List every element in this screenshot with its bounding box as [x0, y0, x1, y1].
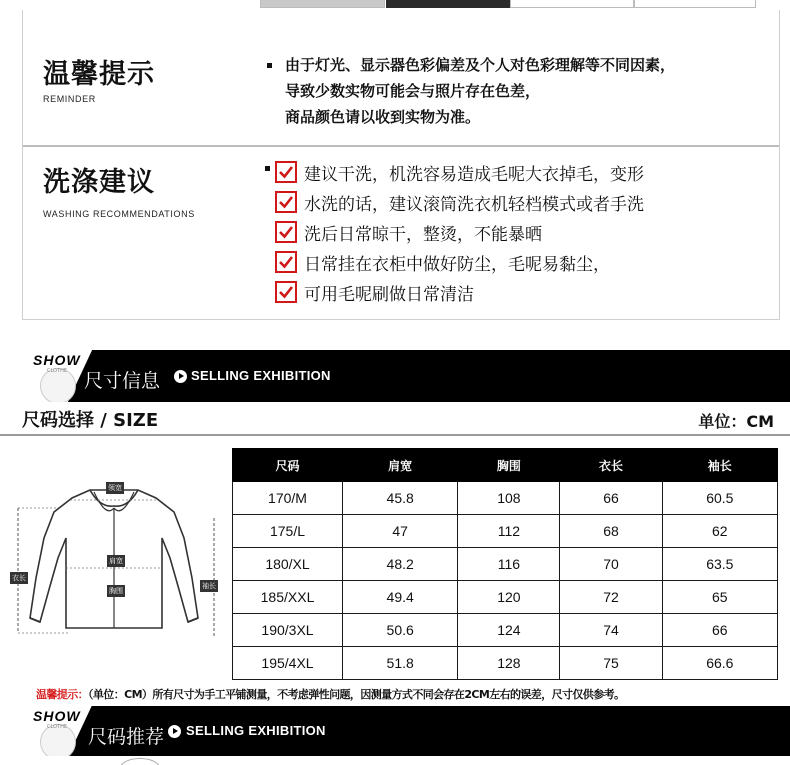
- table-cell: 63.5: [662, 548, 777, 581]
- table-cell: 170/M: [233, 482, 343, 515]
- table-cell: 128: [458, 647, 560, 680]
- table-cell: 116: [458, 548, 560, 581]
- table-row: [233, 548, 778, 581]
- table-cell: 195/4XL: [233, 647, 343, 680]
- washing-item: [275, 217, 644, 247]
- reminder-subtitle: REMINDER: [43, 94, 96, 104]
- measurement-tip: [36, 686, 624, 702]
- checkmark-icon: [275, 281, 297, 303]
- table-row: [233, 482, 778, 515]
- tab-3[interactable]: [510, 0, 634, 8]
- table-header: 袖长: [662, 449, 777, 482]
- table-cell: 48.2: [343, 548, 458, 581]
- table-cell: 74: [560, 614, 662, 647]
- tab-1[interactable]: [260, 0, 385, 8]
- tip-label: 温馨提示：: [36, 688, 88, 701]
- checkmark-icon: [275, 161, 297, 183]
- table-cell: 180/XL: [233, 548, 343, 581]
- reminder-line: 商品颜色请以收到实物为准。: [285, 108, 481, 126]
- size-table-header-row: [233, 449, 778, 482]
- size-recommend-banner: [0, 706, 790, 756]
- clothe-label: CLOTHE: [47, 368, 68, 374]
- tab-2[interactable]: [386, 0, 510, 8]
- play-circle-icon: [168, 725, 181, 738]
- washing-title: 洗涤建议: [43, 167, 155, 198]
- size-info-banner: [0, 350, 790, 402]
- reminder-line: 导致少数实物可能会与照片存在色差，: [285, 82, 541, 100]
- table-cell: 51.8: [343, 647, 458, 680]
- washing-item: [275, 187, 644, 217]
- banner-subtitle: SELLING EXHIBITION: [186, 723, 326, 738]
- table-cell: 70: [560, 548, 662, 581]
- checkmark-icon: [275, 251, 297, 273]
- washing-bullet: [265, 166, 270, 171]
- decorative-arc: [120, 758, 160, 765]
- washing-item-text: 洗后日常晾干，整烫，不能暴晒: [304, 224, 542, 245]
- table-cell: 49.4: [343, 581, 458, 614]
- label-shoulder: 肩宽: [109, 557, 123, 565]
- notice-panel: [22, 10, 780, 320]
- washing-item-text: 建议干洗，机洗容易造成毛呢大衣掉毛，变形: [304, 164, 644, 185]
- washing-item-text: 日常挂在衣柜中做好防尘，毛呢易黏尘，: [304, 254, 610, 275]
- table-cell: 65: [662, 581, 777, 614]
- table-row: [233, 515, 778, 548]
- section-divider: [23, 145, 779, 147]
- label-collar: 领宽: [108, 484, 122, 492]
- washing-item: [275, 277, 644, 307]
- next-section-peek: [0, 756, 790, 765]
- size-divider: [0, 434, 790, 436]
- washing-item-text: 可用毛呢刷做日常清洁: [304, 284, 474, 305]
- reminder-line: 由于灯光、显示器色彩偏差及个人对色彩理解等不同因素，: [285, 56, 676, 74]
- table-cell: 108: [458, 482, 560, 515]
- banner-subtitle: SELLING EXHIBITION: [191, 368, 331, 383]
- size-table: [232, 448, 778, 680]
- table-header: 尺码: [233, 449, 343, 482]
- table-cell: 60.5: [662, 482, 777, 515]
- show-label: SHOW: [33, 708, 81, 724]
- washing-item: [275, 247, 644, 277]
- washing-item: [275, 157, 644, 187]
- checkmark-icon: [275, 221, 297, 243]
- table-cell: 66.6: [662, 647, 777, 680]
- banner-title: 尺码推荐: [88, 726, 165, 748]
- table-header: 胸围: [458, 449, 560, 482]
- tab-4[interactable]: [634, 0, 756, 8]
- table-cell: 72: [560, 581, 662, 614]
- size-unit: 单位：CM: [698, 412, 774, 431]
- table-cell: 66: [662, 614, 777, 647]
- label-chest: 胸围: [109, 587, 123, 595]
- washing-subtitle: WASHING RECOMMENDATIONS: [43, 209, 195, 219]
- table-cell: 66: [560, 482, 662, 515]
- table-row: [233, 581, 778, 614]
- table-cell: 190/3XL: [233, 614, 343, 647]
- tip-text: （单位：CM）所有尺寸为手工平铺测量，不考虑弹性问题，因测量方式不同会存在2CM左右的误差，尺寸仅供参考。: [88, 688, 625, 701]
- label-sleeve: 袖长: [202, 582, 216, 590]
- reminder-bullet: [267, 63, 272, 68]
- table-cell: 45.8: [343, 482, 458, 515]
- label-length: 衣长: [12, 574, 26, 582]
- table-row: [233, 614, 778, 647]
- table-cell: 68: [560, 515, 662, 548]
- table-cell: 120: [458, 581, 560, 614]
- washing-item-text: 水洗的话，建议滚筒洗衣机轻档模式或者手洗: [304, 194, 644, 215]
- table-header: 肩宽: [343, 449, 458, 482]
- table-header: 衣长: [560, 449, 662, 482]
- clothe-label: CLOTHE: [47, 724, 68, 730]
- table-cell: 124: [458, 614, 560, 647]
- show-label: SHOW: [33, 352, 81, 368]
- reminder-text: [285, 52, 675, 130]
- size-section-title: 尺码选择 / SIZE: [22, 410, 159, 431]
- banner-title: 尺寸信息: [84, 370, 161, 392]
- table-cell: 50.6: [343, 614, 458, 647]
- reminder-title: 温馨提示: [43, 59, 155, 90]
- table-cell: 47: [343, 515, 458, 548]
- washing-list: [275, 157, 644, 307]
- table-cell: 185/XXL: [233, 581, 343, 614]
- table-cell: 175/L: [233, 515, 343, 548]
- table-row: [233, 647, 778, 680]
- checkmark-icon: [275, 191, 297, 213]
- table-cell: 75: [560, 647, 662, 680]
- play-circle-icon: [174, 370, 187, 383]
- table-cell: 62: [662, 515, 777, 548]
- garment-measurement-figure: [10, 468, 224, 668]
- top-tabs: [0, 0, 790, 10]
- table-cell: 112: [458, 515, 560, 548]
